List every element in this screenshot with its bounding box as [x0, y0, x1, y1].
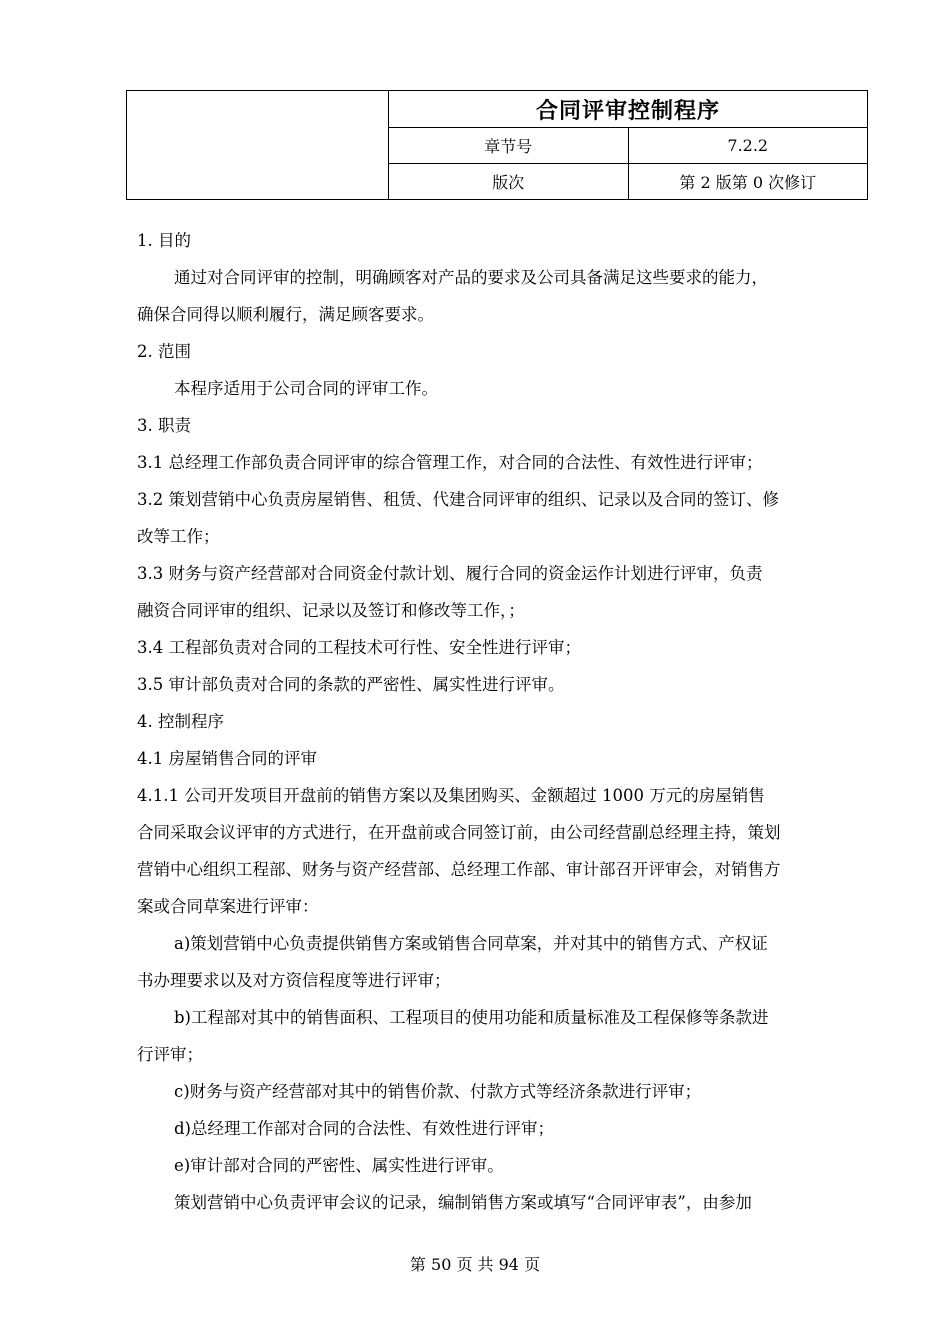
text-line: 3.4 工程部负责对合同的工程技术可行性、安全性进行评审；	[137, 638, 581, 657]
text-line: 融资合同评审的组织、记录以及签订和修改等工作，；	[137, 601, 525, 620]
text-line: 4. 控制程序	[137, 712, 224, 731]
text-line: 合同采取会议评审的方式进行，在开盘前或合同签订前，由公司经营副总经理主持，策划	[137, 823, 781, 842]
chapter-number-label: 章节号	[389, 128, 629, 164]
chapter-number-value: 7.2.2	[628, 128, 868, 164]
text-line: d)总经理工作部对合同的合法性、有效性进行评审；	[174, 1119, 554, 1138]
logo-cell	[127, 91, 389, 200]
text-line: 通过对合同评审的控制，明确顾客对产品的要求及公司具备满足这些要求的能力，	[174, 268, 768, 287]
text-line: 3.3 财务与资产经营部对合同资金付款计划、履行合同的资金运作计划进行评审，负责	[137, 564, 763, 583]
document-body	[137, 222, 861, 1221]
text-line: 3. 职责	[137, 416, 191, 435]
edition-label: 版次	[389, 164, 629, 200]
text-line: 确保合同得以顺利履行，满足顾客要求。	[137, 305, 434, 324]
document-title: 合同评审控制程序	[389, 91, 868, 128]
page-number: 第 50 页 共 94 页	[409, 1255, 541, 1274]
text-line: 3.1 总经理工作部负责合同评审的综合管理工作，对合同的合法性、有效性进行评审；	[137, 453, 763, 472]
text-line: 3.5 审计部负责对合同的条款的严密性、属实性进行评审。	[137, 675, 565, 694]
text-line: 4.1.1 公司开发项目开盘前的销售方案以及集团购买、金额超过 1000 万元的房屋销售	[137, 786, 765, 805]
text-line: 营销中心组织工程部、财务与资产经营部、总经理工作部、审计部召开评审会，对销售方	[137, 860, 781, 879]
text-line: e)审计部对合同的严密性、属实性进行评审。	[174, 1156, 504, 1175]
text-line: 1. 目的	[137, 231, 191, 250]
text-line: 4.1 房屋销售合同的评审	[137, 749, 317, 768]
document-header-table	[126, 90, 868, 200]
text-line: 行评审；	[137, 1045, 203, 1064]
text-line: 改等工作；	[137, 527, 220, 546]
text-line: 2. 范围	[137, 342, 191, 361]
text-line: 书办理要求以及对方资信程度等进行评审；	[137, 971, 451, 990]
text-line: 案或合同草案进行评审：	[137, 897, 319, 916]
text-line: b)工程部对其中的销售面积、工程项目的使用功能和质量标准及工程保修等条款进	[174, 1008, 769, 1027]
edition-value: 第 2 版第 0 次修订	[628, 164, 868, 200]
text-line: 3.2 策划营销中心负责房屋销售、租赁、代建合同评审的组织、记录以及合同的签订、修	[137, 490, 779, 509]
text-line: 策划营销中心负责评审会议的记录，编制销售方案或填写“合同评审表”，由参加	[174, 1193, 752, 1212]
text-line: 本程序适用于公司合同的评审工作。	[174, 379, 438, 398]
text-line: a)策划营销中心负责提供销售方案或销售合同草案，并对其中的销售方式、产权证	[174, 934, 768, 953]
text-line: c)财务与资产经营部对其中的销售价款、付款方式等经济条款进行评审；	[174, 1082, 702, 1101]
